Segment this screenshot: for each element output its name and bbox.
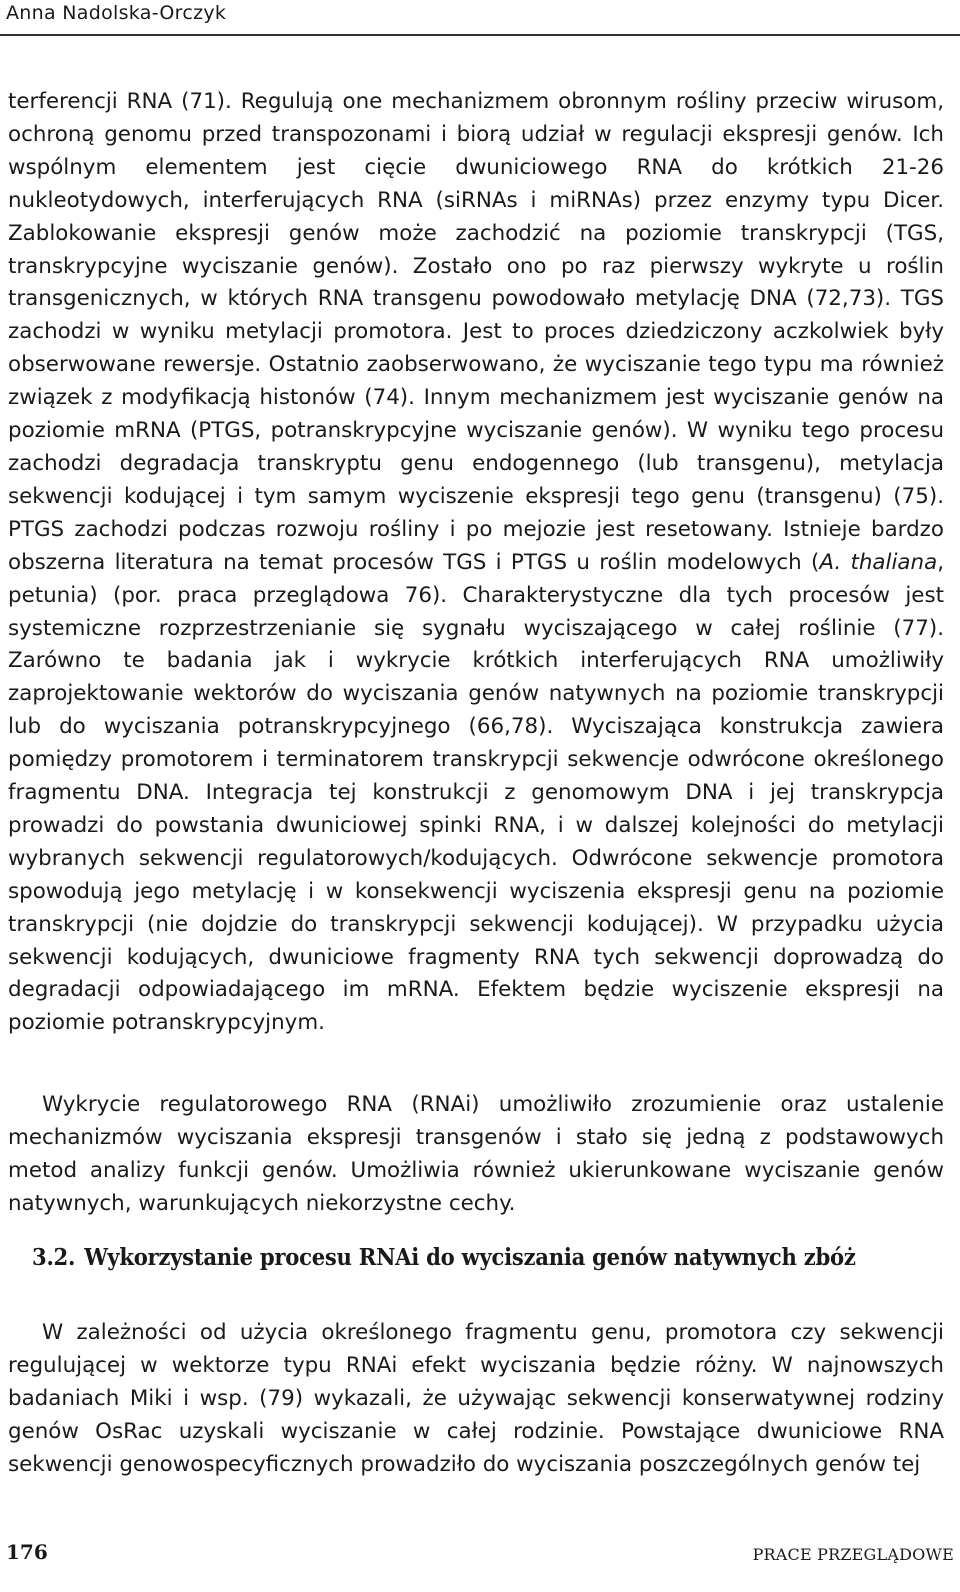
running-head-author: Anna Nadolska-Orczyk xyxy=(6,2,227,24)
section-heading xyxy=(32,1244,856,1271)
paragraph-1-text-b: , petunia) (por. praca przeglądowa 76). Charakterystyczne dla tych procesów jest systemiczne rozprzestrzenianie się sygnału wyciszającego w całej roślinie (77). Zarówno te badania jak i wykrycie krótkich interferujących RNA umożliwiły zaprojektowanie wektorów do wyciszania genów natywnych na poziomie transkrypcji lub do wyciszania potranskrypcyjnego (66,78). Wyciszająca konstrukcja zawiera pomiędzy promotorem i terminatorem transkrypcji sekwencje odwrócone określonego fragmentu DNA. Integracja tej konstrukcji z genomowym DNA i jej transkrypcja prowadzi do powstania dwuniciowej spinki RNA, i w dalszej kolejności do metylacji wybranych sekwencji regulatorowych/kodujących. Odwrócone sekwencje promotora spowodują jego metylację i w konsekwencji wyciszenia ekspresji genu na poziomie transkrypcji (nie dojdzie do transkrypcji sekwencji kodującej). W przypadku użycia sekwencji kodujących, dwuniciowe fragmenty RNA tych sekwencji doprowadzą do degradacji odpowiadającego im mRNA. Efektem będzie wyciszenie ekspresji na poziomie potranskrypcyjnym. xyxy=(8,549,945,1036)
section-title: Wykorzystanie procesu RNAi do wyciszania genów natywnych zbóż xyxy=(84,1244,856,1271)
paragraph-2-text: Wykrycie regulatorowego RNA (RNAi) umożliwiło zrozumienie oraz ustalenie mechanizmów wyciszania ekspresji transgenów i stało się jedną z podstawowych metod analizy funkcji genów. Umożliwia również ukierunkowane wyciszanie genów natywnych, warunkujących niekorzystne cechy. xyxy=(8,1092,944,1216)
paragraph-3-text: W zależności od użycia określonego fragmentu genu, promotora czy sekwencji regulującej w wektorze typu RNAi efekt wyciszania będzie różny. W najnowszych badaniach Miki i wsp. (79) wykazali, że używając sekwencji konserwatywnej rodziny genów OsRac uzyskali wyciszanie w całej rodzinie. Powstające dwuniciowe RNA sekwencji genowospecyficznych prowadziło do wyciszania poszczególnych genów tej xyxy=(8,1320,944,1477)
paragraph-1 xyxy=(8,86,944,1040)
paragraph-3 xyxy=(8,1317,944,1482)
species-name: A. thaliana xyxy=(819,549,938,575)
paragraph-2 xyxy=(8,1089,944,1221)
header-divider xyxy=(0,34,960,36)
paragraph-1-text-a: terferencji RNA (71). Regulują one mechanizmem obronnym rośliny przeciw wirusom, ochroną genomu przed transpozonami i biorą udział w regulacji ekspresji genów. Ich wspólnym elementem jest cięcie dwuniciowego RNA do krótkich 21-26 nukleotydowych, interferujących RNA (siRNAs i miRNAs) przez enzymy typu Dicer. Zablokowanie ekspresji genów może zachodzić na poziomie transkrypcji (TGS, transkrypcyjne wyciszanie genów). Zostało ono po raz pierwszy wykryte u roślin transgenicznych, w których RNA transgenu powodowało metylację DNA (72,73). TGS zachodzi w wyniku metylacji promotora. Jest to proces dziedziczony aczkolwiek były obserwowane rewersje. Ostatnio zaobserwowano, że wyciszanie tego typu ma również związek z modyfikacją histonów (74). Innym mechanizmem jest wyciszanie genów na poziomie mRNA (PTGS, potranskrypcyjne wyciszanie genów). W wyniku tego procesu zachodzi degradacja transkryptu genu endogennego (lub transgenu), metylacja sekwencji kodującej i tym samym wyciszenie ekspresji tego genu (transgenu) (75). PTGS zachodzi podczas rozwoju rośliny i po mejozie jest resetowany. Istnieje bardzo obszerna literatura na temat procesów TGS i PTGS u roślin modelowych ( xyxy=(8,89,944,575)
journal-name: PRACE PRZEGLĄDOWE xyxy=(752,1545,954,1564)
section-number: 3.2. xyxy=(32,1244,76,1271)
page-number: 176 xyxy=(6,1540,48,1564)
